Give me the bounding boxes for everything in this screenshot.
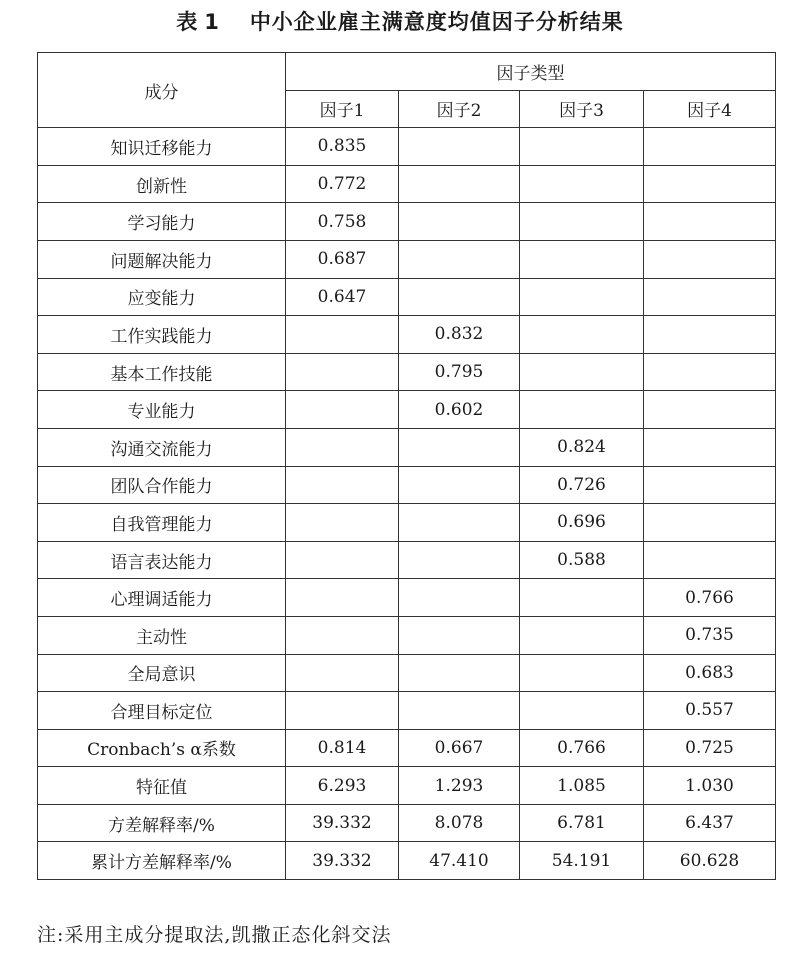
table-row	[38, 353, 776, 391]
cell-factor-4: 60.628	[644, 842, 776, 880]
cell-factor-3: 0.696	[520, 504, 644, 542]
cell-factor-4: 0.735	[644, 616, 776, 654]
cell-factor-1: 0.687	[286, 240, 399, 278]
table-body	[38, 128, 776, 880]
cell-factor-4: 1.030	[644, 767, 776, 805]
row-label: 沟通交流能力	[38, 428, 286, 466]
table-row	[38, 128, 776, 166]
cell-factor-1	[286, 428, 399, 466]
cell-factor-2: 0.795	[399, 353, 520, 391]
header-row-1	[38, 53, 776, 91]
cell-factor-3	[520, 616, 644, 654]
table-row	[38, 767, 776, 805]
table-row	[38, 842, 776, 880]
row-label: 知识迁移能力	[38, 128, 286, 166]
table-note: 注:采用主成分提取法,凯撒正态化斜交法	[37, 924, 392, 946]
cell-factor-1	[286, 353, 399, 391]
cell-factor-3	[520, 391, 644, 429]
cell-factor-2: 47.410	[399, 842, 520, 880]
row-label: 合理目标定位	[38, 692, 286, 730]
table-row	[38, 203, 776, 241]
cell-factor-2: 8.078	[399, 804, 520, 842]
cell-factor-3: 54.191	[520, 842, 644, 880]
cell-factor-3	[520, 579, 644, 617]
cell-factor-4	[644, 165, 776, 203]
cell-factor-2	[399, 278, 520, 316]
table-title-label: 表	[176, 10, 199, 34]
header-factor-3: 因子3	[520, 90, 644, 128]
cell-factor-3	[520, 240, 644, 278]
cell-factor-3	[520, 165, 644, 203]
cell-factor-1	[286, 541, 399, 579]
cell-factor-2	[399, 654, 520, 692]
cell-factor-2: 0.832	[399, 316, 520, 354]
cell-factor-1: 39.332	[286, 842, 399, 880]
table-row	[38, 428, 776, 466]
cell-factor-2	[399, 466, 520, 504]
row-label: 团队合作能力	[38, 466, 286, 504]
cell-factor-4	[644, 428, 776, 466]
cell-factor-3	[520, 654, 644, 692]
cell-factor-2	[399, 428, 520, 466]
cell-factor-3: 1.085	[520, 767, 644, 805]
cell-factor-1: 0.647	[286, 278, 399, 316]
cell-factor-4	[644, 466, 776, 504]
table-title	[0, 6, 800, 36]
cell-factor-3: 0.588	[520, 541, 644, 579]
table-row	[38, 579, 776, 617]
cell-factor-4	[644, 128, 776, 166]
cell-factor-2	[399, 203, 520, 241]
header-factor-4: 因子4	[644, 90, 776, 128]
table-row	[38, 391, 776, 429]
table-row	[38, 240, 776, 278]
table-row	[38, 729, 776, 767]
cell-factor-1: 0.835	[286, 128, 399, 166]
cell-factor-4: 6.437	[644, 804, 776, 842]
row-label: 自我管理能力	[38, 504, 286, 542]
cell-factor-3	[520, 278, 644, 316]
row-label: 特征值	[38, 767, 286, 805]
cell-factor-2: 0.667	[399, 729, 520, 767]
cell-factor-2: 0.602	[399, 391, 520, 429]
cell-factor-4	[644, 240, 776, 278]
cell-factor-1	[286, 616, 399, 654]
table-row	[38, 504, 776, 542]
cell-factor-2	[399, 616, 520, 654]
cell-factor-1	[286, 316, 399, 354]
cell-factor-3: 0.824	[520, 428, 644, 466]
cell-factor-4	[644, 541, 776, 579]
cell-factor-2: 1.293	[399, 767, 520, 805]
cell-factor-1	[286, 391, 399, 429]
table-row	[38, 692, 776, 730]
cell-factor-2	[399, 165, 520, 203]
table-title-text: 中小企业雇主满意度均值因子分析结果	[249, 10, 624, 34]
cell-factor-4: 0.557	[644, 692, 776, 730]
row-label: 主动性	[38, 616, 286, 654]
table-row	[38, 616, 776, 654]
header-component: 成分	[38, 53, 286, 128]
row-label: 创新性	[38, 165, 286, 203]
cell-factor-1: 0.758	[286, 203, 399, 241]
cell-factor-1	[286, 692, 399, 730]
table-row	[38, 654, 776, 692]
cell-factor-3: 0.766	[520, 729, 644, 767]
cell-factor-3	[520, 692, 644, 730]
table-row	[38, 466, 776, 504]
cell-factor-4	[644, 504, 776, 542]
cell-factor-4	[644, 278, 776, 316]
row-label: 专业能力	[38, 391, 286, 429]
cell-factor-4	[644, 391, 776, 429]
cell-factor-4	[644, 353, 776, 391]
row-label: Cronbach’s α系数	[38, 729, 286, 767]
row-label: 方差解释率/%	[38, 804, 286, 842]
row-label: 累计方差解释率/%	[38, 842, 286, 880]
cell-factor-3: 0.726	[520, 466, 644, 504]
factor-analysis-table	[37, 52, 776, 880]
table-row	[38, 165, 776, 203]
row-label: 学习能力	[38, 203, 286, 241]
header-factor-2: 因子2	[399, 90, 520, 128]
cell-factor-1: 6.293	[286, 767, 399, 805]
row-label: 全局意识	[38, 654, 286, 692]
row-label: 问题解决能力	[38, 240, 286, 278]
cell-factor-1	[286, 466, 399, 504]
row-label: 心理调适能力	[38, 579, 286, 617]
table-row	[38, 278, 776, 316]
cell-factor-2	[399, 541, 520, 579]
cell-factor-1: 39.332	[286, 804, 399, 842]
table-row	[38, 316, 776, 354]
cell-factor-2	[399, 128, 520, 166]
cell-factor-4: 0.725	[644, 729, 776, 767]
table-row	[38, 804, 776, 842]
row-label: 语言表达能力	[38, 541, 286, 579]
cell-factor-3	[520, 316, 644, 354]
cell-factor-3: 6.781	[520, 804, 644, 842]
header-factor-type: 因子类型	[286, 53, 776, 91]
cell-factor-1	[286, 654, 399, 692]
row-label: 应变能力	[38, 278, 286, 316]
cell-factor-4: 0.683	[644, 654, 776, 692]
cell-factor-1: 0.814	[286, 729, 399, 767]
header-factor-1: 因子1	[286, 90, 399, 128]
table-row	[38, 541, 776, 579]
table-title-number: 1	[204, 10, 220, 34]
row-label: 基本工作技能	[38, 353, 286, 391]
cell-factor-4	[644, 203, 776, 241]
cell-factor-3	[520, 353, 644, 391]
cell-factor-3	[520, 203, 644, 241]
cell-factor-2	[399, 240, 520, 278]
cell-factor-1: 0.772	[286, 165, 399, 203]
row-label: 工作实践能力	[38, 316, 286, 354]
cell-factor-2	[399, 504, 520, 542]
cell-factor-2	[399, 579, 520, 617]
cell-factor-2	[399, 692, 520, 730]
cell-factor-1	[286, 579, 399, 617]
cell-factor-4: 0.766	[644, 579, 776, 617]
cell-factor-4	[644, 316, 776, 354]
cell-factor-3	[520, 128, 644, 166]
cell-factor-1	[286, 504, 399, 542]
